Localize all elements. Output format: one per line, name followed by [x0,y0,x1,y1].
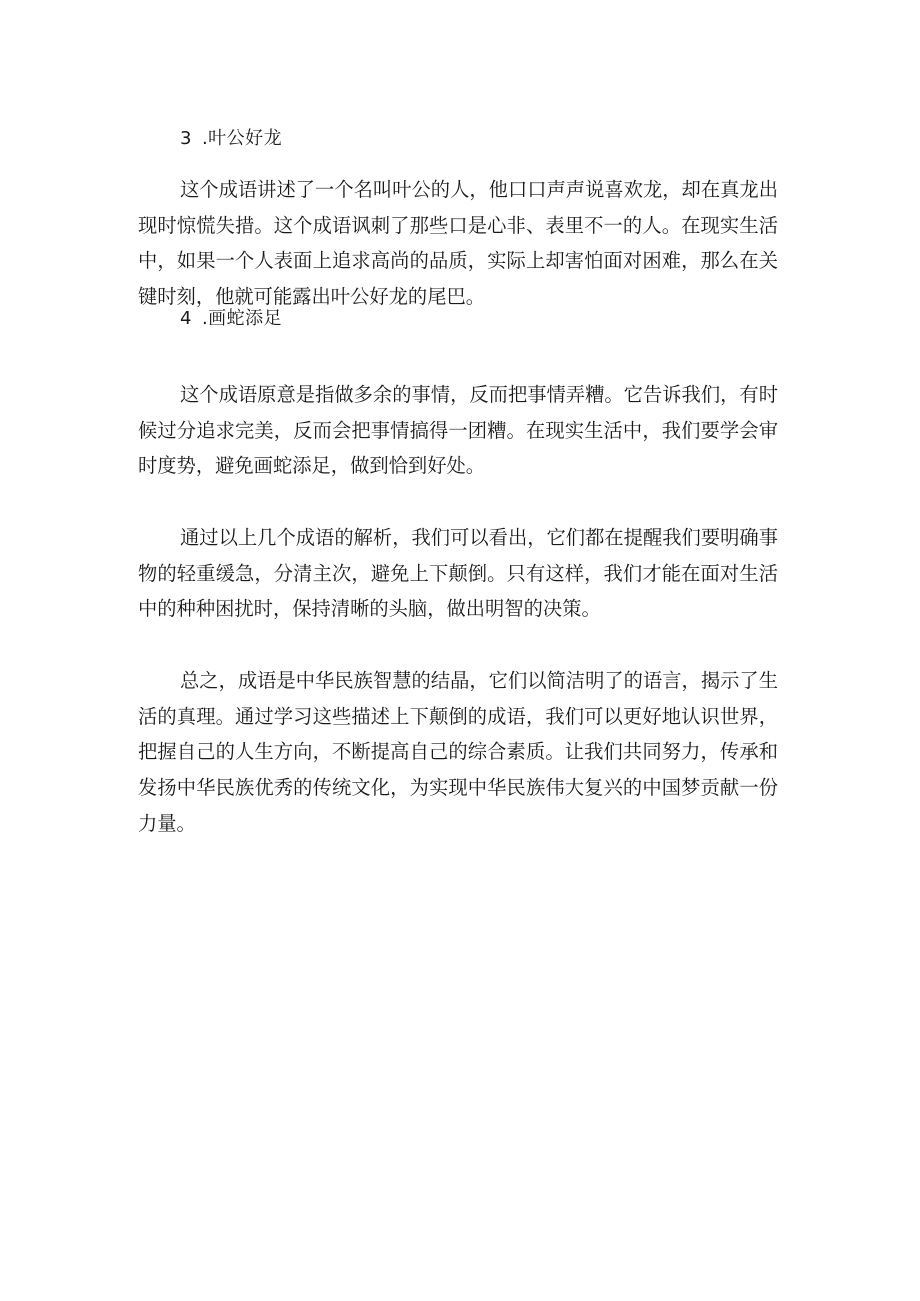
section-heading-4 [180,307,282,331]
section-number: 4 [180,308,192,329]
summary-paragraph-1: 通过以上几个成语的解析，我们可以看出，它们都在提醒我们要明确事物的轻重缓急，分清主次，避免上下颠倒。只有这样，我们才能在面对生活中的种种困扰时，保持清晰的头脑，做出明智的决策。 [138,526,778,621]
section-paragraph-4: 这个成语原意是指做多余的事情，反而把事情弄糟。它告诉我们，有时候过分追求完美，反而会把事情搞得一团糟。在现实生活中，我们要学会审时度势，避免画蛇添足，做到恰到好处。 [138,383,778,478]
section-heading-3 [180,127,282,151]
section-title: .叶公好龙 [201,128,283,149]
section-paragraph-3: 这个成语讲述了一个名叫叶公的人，他口口声声说喜欢龙，却在真龙出现时惊慌失措。这个成语讽刺了那些口是心非、表里不一的人。在现实生活中，如果一个人表面上追求高尚的品质，实际上却害怕面对困难，那么在关键时刻，他就可能露出叶公好龙的尾巴。 [138,178,778,309]
section-title: .画蛇添足 [201,308,283,329]
summary-paragraph-2: 总之，成语是中华民族智慧的结晶，它们以简洁明了的语言，揭示了生活的真理。通过学习这些描述上下颠倒的成语，我们可以更好地认识世界，把握自己的人生方向，不断提高自己的综合素质。让我们共同努力，传承和发扬中华民族优秀的传统文化，为实现中华民族伟大复兴的中国梦贡献一份力量。 [138,669,778,835]
section-number: 3 [180,128,192,149]
